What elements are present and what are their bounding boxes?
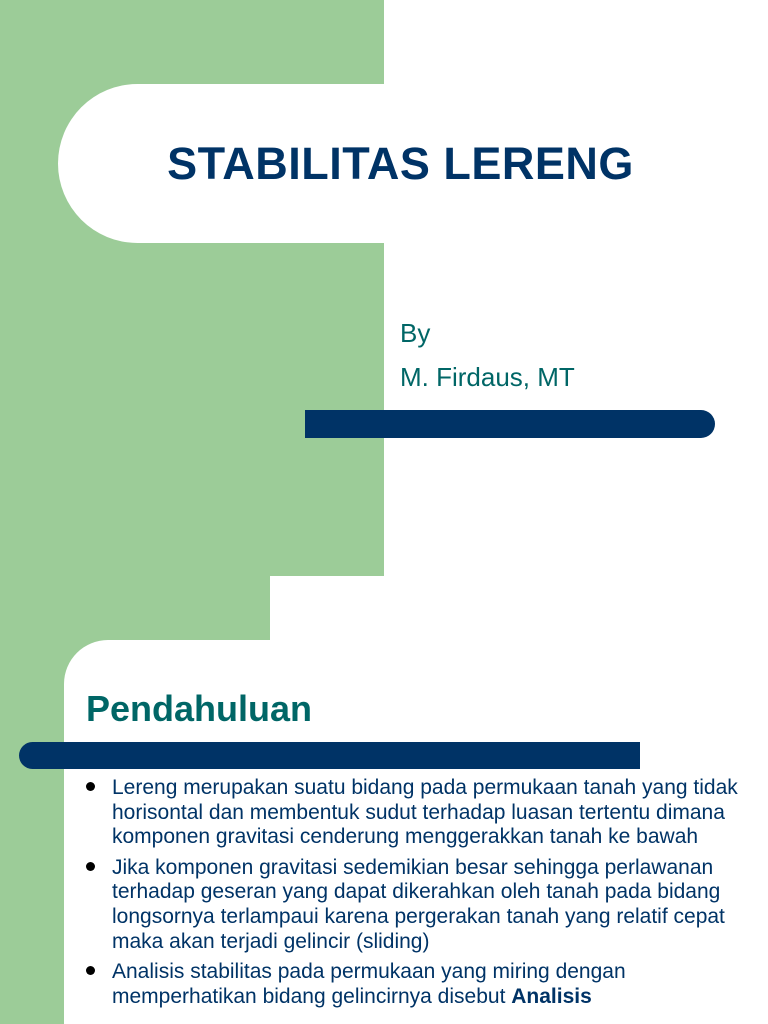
bullet-text: Lereng merupakan suatu bidang pada permukaan tanah yang tidak horisontal dan membentuk sudut terhadap luasan tertentu dimana komponen gravitasi cenderung menggerakkan tanah ke bawah (112, 776, 738, 849)
bullet-item (86, 856, 756, 954)
bullet-text-bold: Analisis (511, 984, 592, 1008)
bullet-dot-icon (86, 966, 95, 975)
slide2-decorative-bar (19, 742, 640, 769)
slide1-decorative-bar (305, 410, 715, 438)
slide1-title: STABILITAS LERENG (167, 137, 634, 189)
bullet-list (86, 776, 756, 1015)
bullet-text: Jika komponen gravitasi sedemikian besar sehingga perlawanan terhadap geseran yang dapat dikerahkan oleh tanah pada bidang longsornya terlampaui karena pergerakan tanah yang relatif cepat maka akan terjadi gelincir (sliding) (112, 855, 725, 953)
bullet-item (86, 776, 756, 850)
bullet-dot-icon (86, 862, 95, 871)
bullet-dot-icon (86, 782, 95, 791)
slide1-by-label: By (400, 318, 431, 348)
bullet-item (86, 960, 756, 1009)
slide2-title: Pendahuluan (86, 688, 313, 729)
bullet-text: Analisis stabilitas pada permukaan yang miring dengan memperhatikan bidang gelincirnya disebut (112, 960, 626, 1008)
slide1-author: M. Firdaus, MT (400, 362, 575, 392)
